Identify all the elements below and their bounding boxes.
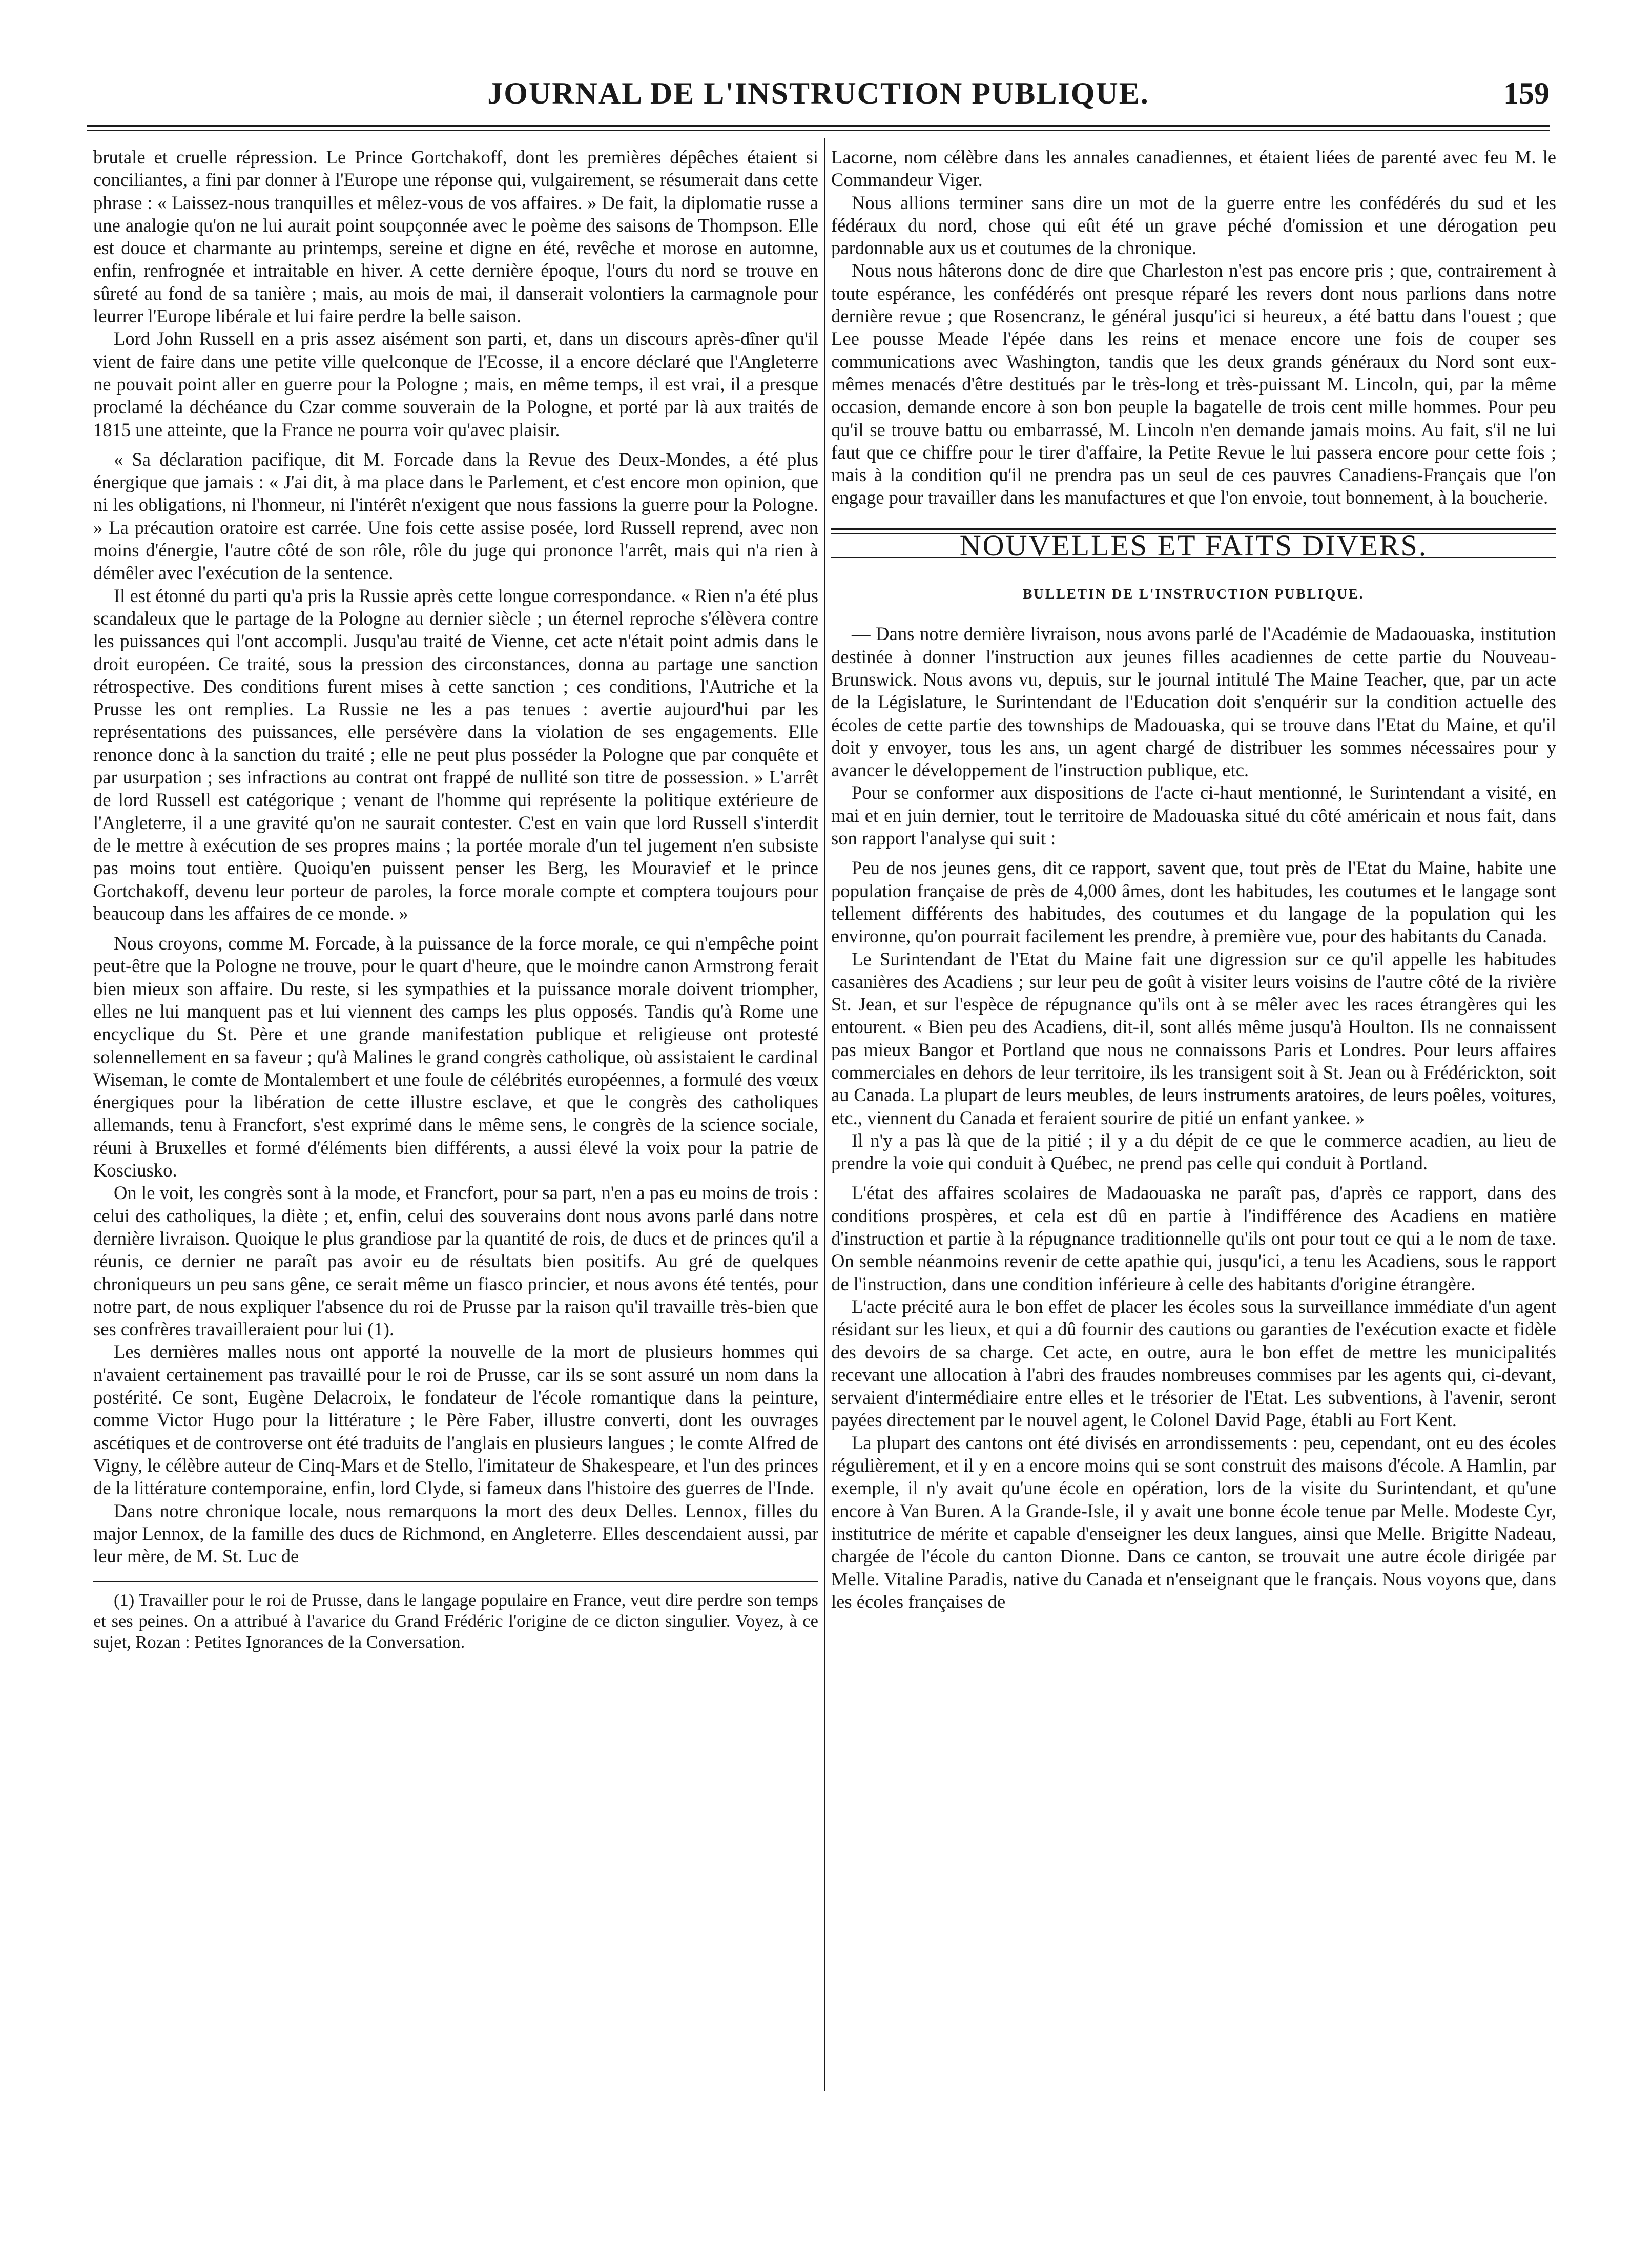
left-column [93, 146, 818, 1653]
paragraph: L'état des affaires scolaires de Madaouaska ne paraît pas, d'après ce rapport, dans des conditions prospères, et cela est dû en partie à l'indifférence des Acadiens en matière d'instruction et partie à la répugnance traditionnelle qu'ils ont pour tout ce qui a le nom de taxe. On semble néanmoins revenir de cette apathie qui, jusqu'ici, a tenu les Acadiens, sous le rapport de l'instruction, dans une condition inférieure à celle des habitants d'origine étrangère. [831, 1182, 1556, 1294]
paragraph: Les dernières malles nous ont apporté la nouvelle de la mort de plusieurs hommes qui n'avaient certainement pas travaillé pour le roi de Prusse, car ils se sont assuré un nom dans la postérité. Ce sont, Eugène Delacroix, le fondateur de l'école romantique dans la peinture, comme Victor Hugo pour la littérature ; le Père Faber, illustre converti, dont les ouvrages ascétiques et de controverse ont été traduits de l'anglais en plusieurs langues ; le comte Alfred de Vigny, le célèbre auteur de Cinq-Mars et de Stello, l'imitateur de Shakespeare, et l'un des princes de la littérature contemporaine, enfin, lord Clyde, si fameux dans l'histoire des guerres de l'Inde. [93, 1341, 818, 1499]
paragraph: Il est étonné du parti qu'a pris la Russie après cette longue correspondance. « Rien n'a été plus scandaleux que le partage de la Pologne au dernier siècle ; un éternel reproche s'élèvera contre les puissances qui l'ont accompli. Jusqu'au traité de Vienne, cet acte n'était point admis dans le droit européen. Ce traité, sous la pression des circonstances, donna au partage une sanction rétrospective. Des conditions furent mises à cette sanction ; ces conditions, l'Autriche et la Prusse les ont remplies. La Russie ne les a pas tenues : avertie aujourd'hui par les représentations des puissances, elle persévère dans la violation de ses engagements. Elle renonce donc à la sanction du traité ; elle ne peut plus posséder la Pologne que par conquête et par usurpation ; ses infractions au contrat ont frappé de nullité son titre de possession. » L'arrêt de lord Russell est catégorique ; venant de l'homme qui représente la politique extérieure de l'Angleterre, il a une gravité qu'on ne saurait contester. C'est en vain que lord Russell s'interdit de le mettre à exécution de ses propres mains ; la portée morale d'un tel jugement n'en subsiste pas moins tout entière. Quoiqu'en puissent penser les Berg, les Mouravief et le prince Gortchakoff, devenu leur porteur de paroles, la force morale compte et comptera toujours pour beaucoup dans les affaires de ce monde. » [93, 585, 818, 924]
paragraph: Nous allions terminer sans dire un mot de la guerre entre les confédérés du sud et les fédéraux du nord, chose qui eût été un grave péché d'omission et une dérogation peu pardonnable aux us et coutumes de la chronique. [831, 192, 1556, 259]
paragraph: Dans notre chronique locale, nous remarquons la mort des deux Delles. Lennox, filles du major Lennox, de la famille des ducs de Richmond, en Angleterre. Elles descendaient aussi, par leur mère, de M. St. Luc de [93, 1500, 818, 1567]
column-divider [824, 138, 825, 2091]
header-rule-thin [87, 130, 1550, 131]
header-rule [87, 125, 1550, 127]
section-title: NOUVELLES ET FAITS DIVERS. [959, 528, 1428, 562]
paragraph: L'acte précité aura le bon effet de placer les écoles sous la surveillance immédiate d'un agent résidant sur les lieux, et qui a dû fournir des cautions ou garanties de l'exécution exacte et fidèle des devoirs de sa charge. Cet acte, en outre, aura le bon effet de mettre les municipalités recevant une allocation à l'abri des fraudes nombreuses commises par les agents qui, ci-devant, servaient d'intermédiaire entre elles et le trésorier de l'Etat. Les subventions, à l'avenir, seront payées directement par le nouvel agent, le Colonel David Page, établi au Fort Kent. [831, 1295, 1556, 1431]
journal-title: JOURNAL DE L'INSTRUCTION PUBLIQUE. [487, 76, 1149, 110]
footnote-rule [93, 1581, 818, 1582]
right-column [831, 146, 1556, 1613]
paragraph: « Sa déclaration pacifique, dit M. Forcade dans la Revue des Deux-Mondes, a été plus énergique que jamais : « J'ai dit, à ma place dans le Parlement, et c'est encore mon opinion, que ni les obligations, ni l'honneur, ni l'intérêt n'exigent que nous fassions la guerre pour la Pologne. » La précaution oratoire est carrée. Une fois cette assise posée, lord Russell reprend, avec non moins d'énergie, l'autre côté de son rôle, rôle du juge qui prononce l'arrêt, mais qui n'a rien à démêler avec l'exécution de la sentence. [93, 448, 818, 584]
page-number: 159 [1503, 76, 1550, 110]
paragraph: La plupart des cantons ont été divisés en arrondissements : peu, cependant, ont eu des écoles régulièrement, et il y en a encore moins qui se sont construit des maisons d'école. A Hamlin, par exemple, il n'y avait qu'une école en opération, lors de la visite du Surintendant, et qu'une encore à Van Buren. A la Grande-Isle, il y avait une bonne école tenue par Melle. Modeste Cyr, institutrice de mérite et capable d'enseigner les deux langues, ainsi que Melle. Brigitte Nadeau, chargée de l'école du canton Dionne. Dans ce canton, se trouvait une autre école dirigée par Melle. Vitaline Paradis, native du Canada et n'enseignant que le français. Nous voyons que, dans les écoles françaises de [831, 1432, 1556, 1612]
paragraph: Lord John Russell en a pris assez aisément son parti, et, dans un discours après-dîner qu'il vient de faire dans une petite ville quelconque de l'Ecosse, il a encore déclaré que l'Angleterre ne pouvait point aller en guerre pour la Pologne ; mais, en même temps, il est vrai, il a presque proclamé la déchéance du Czar comme souverain de la Pologne, et porté par là aux traités de 1815 une atteinte, que la France ne pourra voir qu'avec plaisir. [93, 328, 818, 440]
paragraph: On le voit, les congrès sont à la mode, et Francfort, pour sa part, n'en a pas eu moins de trois : celui des catholiques, la diète ; et, enfin, celui des souverains dont nous avons parlé dans notre dernière livraison. Quoique le plus grandiose par la quantité de rois, de ducs et de princes qu'il a réunis, ce dernier ne paraît pas avoir eu de résultats bien positifs. Au gré de quelques chroniqueurs un peu sans gêne, ce serait même un fiasco princier, et nous avons été tentés, pour notre part, de nous expliquer l'absence du roi de Prusse par la raison qu'il travaille très-bien que ses confrères travailleraient pour lui (1). [93, 1182, 818, 1340]
bulletin-title: BULLETIN DE L'INSTRUCTION PUBLIQUE. [1023, 586, 1365, 602]
footnote [93, 1590, 818, 1653]
paragraph: Nous croyons, comme M. Forcade, à la puissance de la force morale, ce qui n'empêche point peut-être que la Pologne ne trouve, pour le quart d'heure, que le moindre canon Armstrong ferait bien mieux son affaire. Du reste, si les sympathies et la puissance morale doivent triompher, elles ne lui manquent pas et lui viennent des camps les plus opposés. Tandis qu'à Rome une encyclique du St. Père et une grande manifestation publique et religieuse ont protesté solennellement en sa faveur ; qu'à Malines le grand congrès catholique, où assistaient le cardinal Wiseman, le comte de Montalembert et une foule de célébrités européennes, a formulé des vœux énergiques pour la libération de cette illustre esclave, et que le congrès des catholiques allemands, tenu à Francfort, s'est exprimé dans le même sens, le congrès de la science sociale, réuni à Bruxelles et formé d'éléments bien différents, a aussi élevé la voix pour la patrie de Kosciusko. [93, 933, 818, 1181]
paragraph: Peu de nos jeunes gens, dit ce rapport, savent que, tout près de l'Etat du Maine, habite une population française de près de 4,000 âmes, dont les habitudes, les coutumes et le langage sont tellement différents des habitudes, des coutumes et du langage de la population qui les environne, qu'on pourrait facilement les prendre, à première vue, pour des habitants du Canada. [831, 857, 1556, 947]
paragraph: brutale et cruelle répression. Le Prince Gortchakoff, dont les premières dépêches étaient si conciliantes, a fini par donner à l'Europe une réponse qui, vulgairement, se résumerait dans cette phrase : « Laissez-nous tranquilles et mêlez-vous de vos affaires. » De fait, la diplomatie russe a une analogie qu'on ne lui aurait point soupçonnée avec le poème des saisons de Thompson. Elle est douce et charmante au printemps, sereine et digne en été, revêche et morose en automne, enfin, renfrognée et intraitable en hiver. A cette dernière époque, l'ours du nord se trouve en sûreté au fond de sa tanière ; mais, au mois de mai, il danserait volontiers la carmagnole pour leurrer l'Europe libérale et lui faire perdre la belle saison. [93, 147, 818, 327]
page-header [87, 67, 1550, 123]
paragraph: Pour se conformer aux dispositions de l'acte ci-haut mentionné, le Surintendant a visité, en mai et en juin dernier, tout le territoire de Madouaska situé du côté américain et nous fait, dans son rapport l'analyse qui suit : [831, 782, 1556, 849]
paragraph: Nous nous hâterons donc de dire que Charleston n'est pas encore pris ; que, contrairement à toute espérance, les confédérés ont presque réparé les revers dont nous parlions dans notre dernière revue ; que Rosencranz, le général jusqu'ici si heureux, a été battu dans l'ouest ; que Lee pousse Meade l'épée dans les reins et menace encore une fois de couper ses communications avec Washington, tandis que les deux grands généraux du Nord sont eux-mêmes menacés d'être destitués par le très-long et très-puissant M. Lincoln, qui, par la même occasion, demande encore à son bon peuple la bagatelle de trois cent mille hommes. Pour peu qu'il se trouve battu ou embarrassé, M. Lincoln n'en demande jamais moins. Au fait, s'il ne lui faut que ce chiffre pour le tirer d'affaire, la Petite Revue le lui passera encore pour cette fois ; mais à la condition qu'il ne prendra pas un seul de ces pauvres Canadiens-Français que l'on engage pour travailler dans les manufactures et que l'on envoie, tout bonnement, à la boucherie. [831, 260, 1556, 508]
paragraph: Il n'y a pas là que de la pitié ; il y a du dépit de ce que le commerce acadien, au lieu de prendre la voie qui conduit à Québec, ne prend pas celle qui conduit à Portland. [831, 1129, 1556, 1174]
paragraph: Lacorne, nom célèbre dans les annales canadiennes, et étaient liées de parenté avec feu M. le Commandeur Viger. [831, 147, 1556, 191]
paragraph: — Dans notre dernière livraison, nous avons parlé de l'Académie de Madaouaska, institution destinée à donner l'instruction aux jeunes filles acadiennes de cette partie du Nouveau-Brunswick. Nous avons vu, depuis, sur le journal intitulé The Maine Teacher, que, par un acte de la Législature, le Surintendant de l'Education doit s'enquérir sur la condition actuelle des écoles de cette partie des townships de Madouaska, qui se trouve dans l'Etat du Maine, et qu'il doit y envoyer, tous les ans, un agent chargé de distribuer les sommes nécessaires pour y avancer le développement de l'instruction publique, etc. [831, 623, 1556, 781]
paragraph: Le Surintendant de l'Etat du Maine fait une digression sur ce qu'il appelle les habitudes casanières des Acadiens ; sur leur peu de goût à visiter leurs voisins de l'autre côté de la rivière St. Jean, et sur l'espèce de répugnance qu'ils ont à se mêler avec les races étrangères qui les entourent. « Bien peu des Acadiens, dit-il, sont allés même jusqu'à Houlton. Ils ne connaissent pas mieux Bangor et Portland que nous ne connaissons Paris et Londres. Pour leurs affaires commerciales en dehors de leur territoire, ils les transigent soit à St. Jean ou à Frédérickton, soit au Canada. La plupart de leurs meubles, de leurs instruments aratoires, de leurs poêles, voitures, etc., viennent du Canada et feraient sourire de pitié un enfant yankee. » [831, 948, 1556, 1128]
footnote-text: (1) Travailler pour le roi de Prusse, dans le langage populaire en France, veut dire perdre son temps et ses peines. On a attribué à l'avarice du Grand Frédéric l'origine de ce dicton singulier. Voyez, à ce sujet, Rozan : Petites Ignorances de la Conversation. [93, 1591, 818, 1653]
